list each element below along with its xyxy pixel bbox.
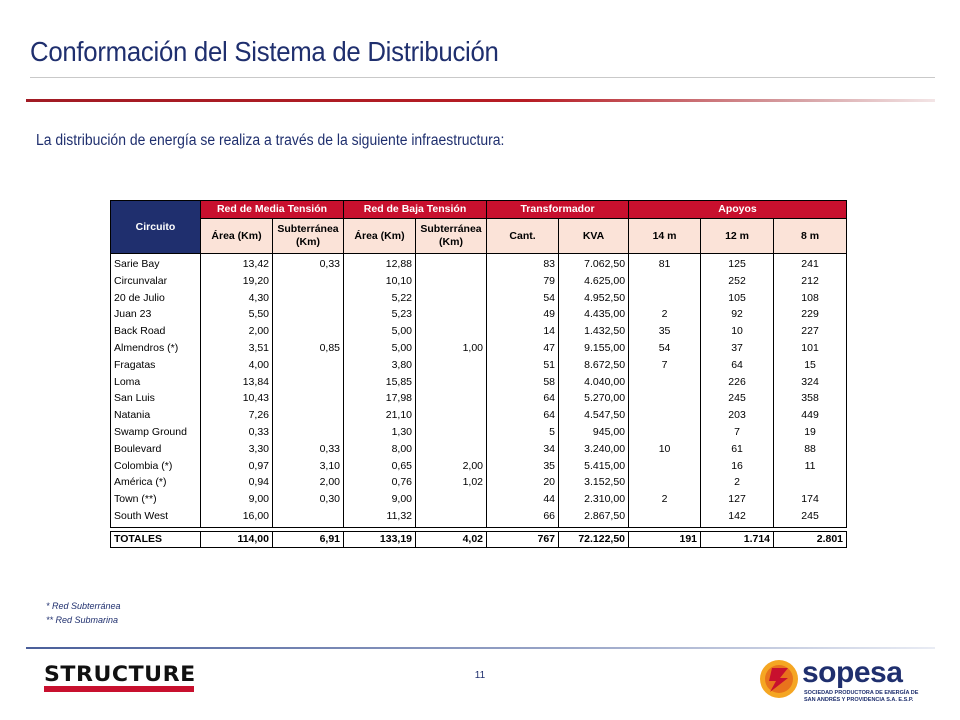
cell-bt-sub xyxy=(416,323,487,340)
table-row xyxy=(111,407,847,424)
cell-apoyos-8m xyxy=(774,474,847,491)
cell-apoyos-8m: 229 xyxy=(774,306,847,323)
cell-apoyos-14m: 81 xyxy=(629,254,701,273)
cell-mt-area: 0,94 xyxy=(201,474,273,491)
cell-mt-sub xyxy=(273,374,344,391)
cell-bt-area: 9,00 xyxy=(344,491,416,508)
cell-transformer-kva: 8.672,50 xyxy=(559,357,629,374)
cell-apoyos-8m: 358 xyxy=(774,390,847,407)
cell-circuit-name: Fragatas xyxy=(111,357,201,374)
cell-apoyos-12m: 7 xyxy=(701,424,774,441)
table-row xyxy=(111,390,847,407)
cell-apoyos-14m xyxy=(629,424,701,441)
cell-mt-area: 4,30 xyxy=(201,290,273,307)
cell-apoyos-12m: 125 xyxy=(701,254,774,273)
total-apoyos-14m: 191 xyxy=(629,531,701,547)
cell-circuit-name: Almendros (*) xyxy=(111,340,201,357)
cell-bt-sub: 2,00 xyxy=(416,458,487,475)
cell-transformer-count: 5 xyxy=(487,424,559,441)
cell-transformer-count: 64 xyxy=(487,390,559,407)
cell-apoyos-8m: 212 xyxy=(774,273,847,290)
cell-circuit-name: América (*) xyxy=(111,474,201,491)
subheader-mt-area: Área (Km) xyxy=(201,219,273,254)
cell-apoyos-12m: 245 xyxy=(701,390,774,407)
cell-bt-sub xyxy=(416,407,487,424)
cell-bt-sub xyxy=(416,273,487,290)
total-apoyos-8m: 2.801 xyxy=(774,531,847,547)
cell-transformer-count: 44 xyxy=(487,491,559,508)
cell-mt-sub: 0,85 xyxy=(273,340,344,357)
table-row xyxy=(111,474,847,491)
cell-transformer-count: 47 xyxy=(487,340,559,357)
cell-apoyos-12m: 2 xyxy=(701,474,774,491)
cell-bt-area: 17,98 xyxy=(344,390,416,407)
cell-apoyos-14m xyxy=(629,273,701,290)
table-row xyxy=(111,290,847,307)
group-header-mt: Red de Media Tensión xyxy=(201,201,344,219)
intro-text: La distribución de energía se realiza a través de la siguiente infraestructura: xyxy=(36,132,505,149)
cell-mt-sub: 3,10 xyxy=(273,458,344,475)
cell-bt-area: 12,88 xyxy=(344,254,416,273)
cell-transformer-kva: 1.432,50 xyxy=(559,323,629,340)
group-header-apoyos: Apoyos xyxy=(629,201,847,219)
cell-bt-sub xyxy=(416,390,487,407)
cell-bt-area: 5,22 xyxy=(344,290,416,307)
cell-mt-sub xyxy=(273,290,344,307)
cell-bt-sub xyxy=(416,254,487,273)
cell-apoyos-8m: 174 xyxy=(774,491,847,508)
cell-circuit-name: Back Road xyxy=(111,323,201,340)
cell-mt-sub xyxy=(273,390,344,407)
table-row xyxy=(111,340,847,357)
cell-mt-sub xyxy=(273,323,344,340)
cell-mt-sub xyxy=(273,306,344,323)
cell-mt-sub: 0,30 xyxy=(273,491,344,508)
cell-apoyos-12m: 92 xyxy=(701,306,774,323)
cell-apoyos-14m: 35 xyxy=(629,323,701,340)
cell-transformer-kva: 9.155,00 xyxy=(559,340,629,357)
cell-apoyos-14m: 10 xyxy=(629,441,701,458)
cell-transformer-kva: 3.152,50 xyxy=(559,474,629,491)
cell-mt-sub xyxy=(273,424,344,441)
cell-apoyos-14m: 2 xyxy=(629,491,701,508)
cell-transformer-count: 34 xyxy=(487,441,559,458)
cell-transformer-kva: 3.240,00 xyxy=(559,441,629,458)
distribution-table xyxy=(110,200,847,548)
cell-bt-area: 0,65 xyxy=(344,458,416,475)
title-divider xyxy=(30,77,935,78)
subheader-8m: 8 m xyxy=(774,219,847,254)
cell-transformer-count: 49 xyxy=(487,306,559,323)
cell-transformer-kva: 4.435,00 xyxy=(559,306,629,323)
cell-mt-area: 5,50 xyxy=(201,306,273,323)
subheader-bt-sub: Subterránea (Km) xyxy=(416,219,487,254)
cell-transformer-kva: 7.062,50 xyxy=(559,254,629,273)
table-row xyxy=(111,508,847,527)
cell-apoyos-8m: 108 xyxy=(774,290,847,307)
cell-bt-sub xyxy=(416,374,487,391)
cell-apoyos-8m: 101 xyxy=(774,340,847,357)
cell-mt-area: 3,30 xyxy=(201,441,273,458)
cell-mt-area: 16,00 xyxy=(201,508,273,527)
cell-apoyos-12m: 10 xyxy=(701,323,774,340)
cell-apoyos-12m: 203 xyxy=(701,407,774,424)
total-bt-sub: 4,02 xyxy=(416,531,487,547)
cell-mt-sub: 2,00 xyxy=(273,474,344,491)
cell-bt-sub xyxy=(416,290,487,307)
cell-mt-area: 3,51 xyxy=(201,340,273,357)
total-bt-area: 133,19 xyxy=(344,531,416,547)
cell-apoyos-14m xyxy=(629,508,701,527)
cell-mt-sub xyxy=(273,273,344,290)
table-row xyxy=(111,374,847,391)
cell-transformer-count: 35 xyxy=(487,458,559,475)
cell-apoyos-12m: 16 xyxy=(701,458,774,475)
table-row xyxy=(111,254,847,273)
cell-circuit-name: Colombia (*) xyxy=(111,458,201,475)
cell-apoyos-12m: 142 xyxy=(701,508,774,527)
subheader-12m: 12 m xyxy=(701,219,774,254)
cell-transformer-kva: 4.547,50 xyxy=(559,407,629,424)
cell-transformer-count: 20 xyxy=(487,474,559,491)
cell-transformer-count: 64 xyxy=(487,407,559,424)
cell-circuit-name: Town (**) xyxy=(111,491,201,508)
cell-bt-area: 21,10 xyxy=(344,407,416,424)
subheader-mt-sub: Subterránea (Km) xyxy=(273,219,344,254)
cell-mt-area: 0,97 xyxy=(201,458,273,475)
cell-mt-sub xyxy=(273,407,344,424)
cell-apoyos-12m: 105 xyxy=(701,290,774,307)
cell-mt-sub: 0,33 xyxy=(273,441,344,458)
cell-mt-area: 2,00 xyxy=(201,323,273,340)
cell-transformer-count: 66 xyxy=(487,508,559,527)
cell-bt-sub xyxy=(416,491,487,508)
sopesa-logo-text: sopesa xyxy=(802,656,903,689)
cell-apoyos-12m: 127 xyxy=(701,491,774,508)
cell-apoyos-8m: 88 xyxy=(774,441,847,458)
cell-circuit-name: South West xyxy=(111,508,201,527)
subheader-kva: KVA xyxy=(559,219,629,254)
cell-mt-area: 9,00 xyxy=(201,491,273,508)
total-circuit-name: TOTALES xyxy=(111,531,201,547)
cell-circuit-name: Boulevard xyxy=(111,441,201,458)
cell-circuit-name: Swamp Ground xyxy=(111,424,201,441)
cell-mt-area: 10,43 xyxy=(201,390,273,407)
cell-transformer-kva: 4.625,00 xyxy=(559,273,629,290)
group-header-bt: Red de Baja Tensión xyxy=(344,201,487,219)
cell-apoyos-8m: 241 xyxy=(774,254,847,273)
cell-bt-area: 8,00 xyxy=(344,441,416,458)
cell-apoyos-14m xyxy=(629,374,701,391)
cell-bt-sub: 1,00 xyxy=(416,340,487,357)
cell-bt-area: 11,32 xyxy=(344,508,416,527)
cell-mt-sub xyxy=(273,357,344,374)
page-number: 11 xyxy=(474,670,486,681)
cell-mt-area: 7,26 xyxy=(201,407,273,424)
sopesa-tagline: SOCIEDAD PRODUCTORA DE ENERGÍA DE SAN ANDRÉS Y PROVIDENCIA S.A. E.S.P. xyxy=(804,690,919,703)
group-header-transformer: Transformador xyxy=(487,201,629,219)
accent-divider xyxy=(26,99,935,102)
page-title: Conformación del Sistema de Distribución xyxy=(30,36,499,67)
cell-bt-sub xyxy=(416,424,487,441)
cell-bt-area: 1,30 xyxy=(344,424,416,441)
cell-bt-area: 0,76 xyxy=(344,474,416,491)
footnote-submarine: ** Red Submarina xyxy=(46,615,119,625)
cell-mt-sub: 0,33 xyxy=(273,254,344,273)
cell-apoyos-14m xyxy=(629,290,701,307)
cell-apoyos-8m: 245 xyxy=(774,508,847,527)
cell-circuit-name: Juan 23 xyxy=(111,306,201,323)
table-row xyxy=(111,491,847,508)
cell-apoyos-12m: 226 xyxy=(701,374,774,391)
cell-bt-sub xyxy=(416,441,487,458)
sopesa-logo xyxy=(758,656,938,708)
cell-transformer-kva: 2.310,00 xyxy=(559,491,629,508)
sopesa-logo-mark-icon xyxy=(758,656,800,702)
table-row xyxy=(111,306,847,323)
cell-transformer-count: 54 xyxy=(487,290,559,307)
cell-bt-area: 3,80 xyxy=(344,357,416,374)
table-row xyxy=(111,441,847,458)
table-row xyxy=(111,323,847,340)
total-transformer-count: 767 xyxy=(487,531,559,547)
cell-circuit-name: Loma xyxy=(111,374,201,391)
cell-mt-area: 13,42 xyxy=(201,254,273,273)
cell-transformer-count: 51 xyxy=(487,357,559,374)
footer-divider xyxy=(26,647,935,649)
cell-bt-area: 10,10 xyxy=(344,273,416,290)
cell-transformer-kva: 5.270,00 xyxy=(559,390,629,407)
footnotes xyxy=(46,599,121,627)
cell-bt-sub xyxy=(416,508,487,527)
subheader-bt-area: Área (Km) xyxy=(344,219,416,254)
subheader-cant: Cant. xyxy=(487,219,559,254)
cell-apoyos-8m: 15 xyxy=(774,357,847,374)
cell-apoyos-8m: 19 xyxy=(774,424,847,441)
cell-transformer-count: 58 xyxy=(487,374,559,391)
structure-logo-bar xyxy=(44,686,194,692)
table-row xyxy=(111,424,847,441)
cell-apoyos-14m xyxy=(629,474,701,491)
table-body xyxy=(111,254,847,528)
cell-apoyos-14m: 2 xyxy=(629,306,701,323)
cell-bt-sub xyxy=(416,357,487,374)
cell-apoyos-12m: 61 xyxy=(701,441,774,458)
cell-apoyos-14m: 7 xyxy=(629,357,701,374)
cell-circuit-name: 20 de Julio xyxy=(111,290,201,307)
cell-transformer-kva: 5.415,00 xyxy=(559,458,629,475)
cell-mt-area: 4,00 xyxy=(201,357,273,374)
cell-apoyos-8m: 11 xyxy=(774,458,847,475)
cell-transformer-kva: 2.867,50 xyxy=(559,508,629,527)
total-mt-area: 114,00 xyxy=(201,531,273,547)
cell-apoyos-8m: 324 xyxy=(774,374,847,391)
table-row xyxy=(111,357,847,374)
cell-transformer-count: 83 xyxy=(487,254,559,273)
total-transformer-kva: 72.122,50 xyxy=(559,531,629,547)
cell-circuit-name: San Luis xyxy=(111,390,201,407)
totals-row xyxy=(111,531,847,547)
cell-circuit-name: Sarie Bay xyxy=(111,254,201,273)
cell-transformer-count: 79 xyxy=(487,273,559,290)
cell-apoyos-8m: 227 xyxy=(774,323,847,340)
cell-transformer-kva: 4.040,00 xyxy=(559,374,629,391)
cell-apoyos-12m: 252 xyxy=(701,273,774,290)
cell-apoyos-12m: 64 xyxy=(701,357,774,374)
cell-mt-area: 13,84 xyxy=(201,374,273,391)
subheader-14m: 14 m xyxy=(629,219,701,254)
cell-mt-area: 0,33 xyxy=(201,424,273,441)
table-row xyxy=(111,273,847,290)
cell-apoyos-14m xyxy=(629,390,701,407)
cell-bt-area: 15,85 xyxy=(344,374,416,391)
cell-mt-sub xyxy=(273,508,344,527)
cell-bt-sub xyxy=(416,306,487,323)
total-mt-sub: 6,91 xyxy=(273,531,344,547)
cell-circuit-name: Natania xyxy=(111,407,201,424)
footnote-underground: * Red Subterránea xyxy=(46,601,121,611)
cell-mt-area: 19,20 xyxy=(201,273,273,290)
circuit-header: Circuito xyxy=(111,201,201,254)
cell-bt-sub: 1,02 xyxy=(416,474,487,491)
cell-bt-area: 5,23 xyxy=(344,306,416,323)
cell-apoyos-14m: 54 xyxy=(629,340,701,357)
cell-apoyos-14m xyxy=(629,458,701,475)
cell-apoyos-14m xyxy=(629,407,701,424)
cell-transformer-count: 14 xyxy=(487,323,559,340)
cell-bt-area: 5,00 xyxy=(344,323,416,340)
cell-transformer-kva: 4.952,50 xyxy=(559,290,629,307)
table-row xyxy=(111,458,847,475)
cell-apoyos-8m: 449 xyxy=(774,407,847,424)
total-apoyos-12m: 1.714 xyxy=(701,531,774,547)
structure-logo xyxy=(44,664,198,692)
cell-bt-area: 5,00 xyxy=(344,340,416,357)
cell-apoyos-12m: 37 xyxy=(701,340,774,357)
cell-circuit-name: Circunvalar xyxy=(111,273,201,290)
structure-logo-text: STRUCTURE xyxy=(44,662,196,686)
cell-transformer-kva: 945,00 xyxy=(559,424,629,441)
